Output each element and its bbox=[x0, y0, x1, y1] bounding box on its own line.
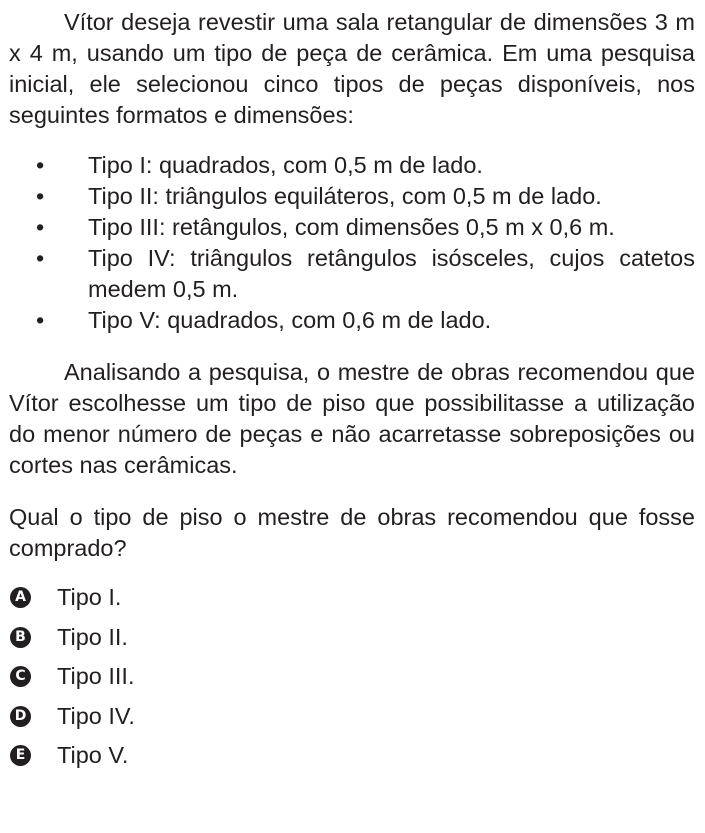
question-prompt: Qual o tipo de piso o mestre de obras recomendou que fosse comprado? bbox=[9, 504, 695, 561]
tile-type-text: Tipo III: retângulos, com dimensões 0,5 m x 0,6 m. bbox=[88, 214, 615, 240]
bullet-icon: • bbox=[36, 307, 45, 333]
option-text: Tipo V. bbox=[57, 742, 129, 769]
bullet-icon: • bbox=[36, 152, 45, 178]
option-letter-badge: D bbox=[10, 706, 31, 727]
tile-type-item bbox=[9, 150, 695, 181]
bullet-icon: • bbox=[36, 245, 45, 271]
option-text: Tipo IV. bbox=[57, 702, 135, 729]
option-d[interactable] bbox=[9, 697, 695, 737]
tile-type-text: Tipo II: triângulos equiláteros, com 0,5 m de lado. bbox=[88, 183, 602, 209]
option-letter-badge: E bbox=[10, 745, 31, 766]
tile-type-item bbox=[9, 243, 695, 305]
option-b[interactable] bbox=[9, 618, 695, 658]
option-c[interactable] bbox=[9, 657, 695, 697]
option-letter-badge: A bbox=[10, 587, 31, 608]
option-a[interactable] bbox=[9, 578, 695, 618]
tile-type-item bbox=[9, 212, 695, 243]
analysis-paragraph: Analisando a pesquisa, o mestre de obras recomendou que Vítor escolhesse um tipo de piso que possibilitasse a utilização do menor número de peças e não acarretasse sobreposições ou cortes nas cerâmicas. bbox=[9, 359, 695, 478]
question-document bbox=[9, 7, 695, 776]
option-text: Tipo III. bbox=[57, 663, 135, 690]
tile-type-item bbox=[9, 181, 695, 212]
tile-types-list bbox=[9, 150, 695, 336]
tile-type-text: Tipo IV: triângulos retângulos isósceles, cujos catetos medem 0,5 m. bbox=[88, 245, 695, 302]
option-letter-badge: B bbox=[10, 627, 31, 648]
bullet-icon: • bbox=[36, 214, 45, 240]
answer-options bbox=[9, 578, 695, 776]
tile-type-item bbox=[9, 305, 695, 336]
bullet-icon: • bbox=[36, 183, 45, 209]
tile-type-text: Tipo V: quadrados, com 0,6 m de lado. bbox=[88, 307, 492, 333]
intro-paragraph: Vítor deseja revestir uma sala retangular de dimensões 3 m x 4 m, usando um tipo de peça de cerâmica. Em uma pesquisa inicial, ele selecionou cinco tipos de peças disponíveis, nos seguintes formatos e dimensões: bbox=[9, 9, 695, 128]
option-e[interactable] bbox=[9, 736, 695, 776]
option-text: Tipo II. bbox=[57, 623, 128, 650]
option-letter-badge: C bbox=[10, 666, 31, 687]
tile-type-text: Tipo I: quadrados, com 0,5 m de lado. bbox=[88, 152, 483, 178]
option-text: Tipo I. bbox=[57, 584, 122, 611]
